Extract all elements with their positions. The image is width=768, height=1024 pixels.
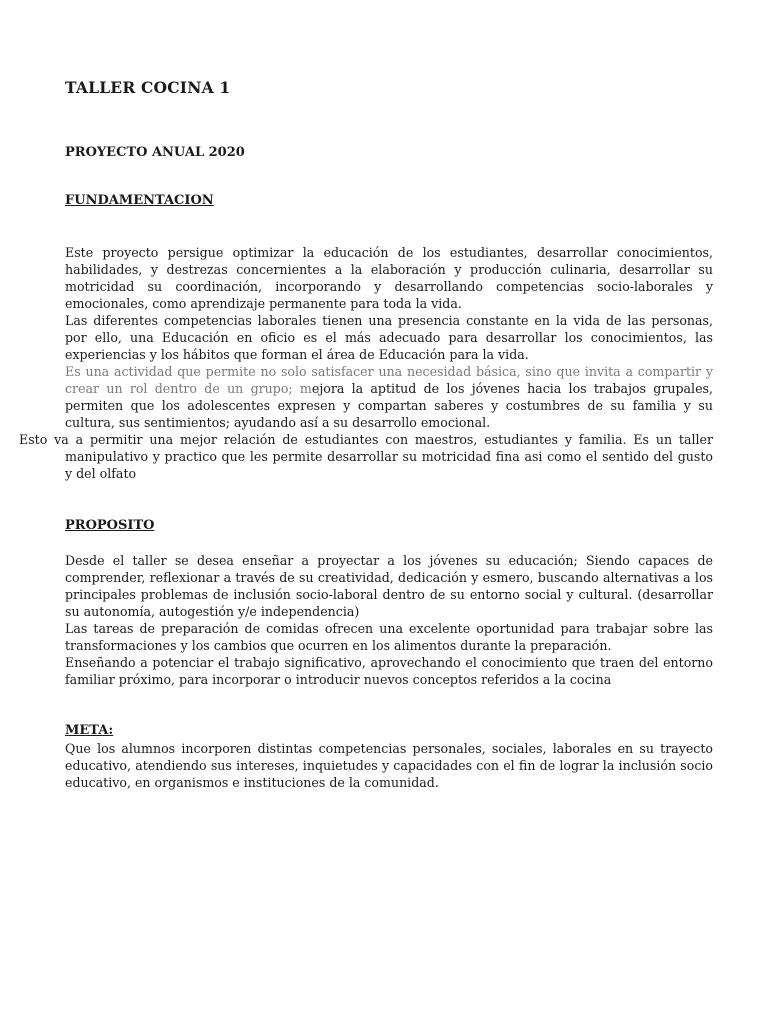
proposito-paragraph-3: Enseñando a potenciar el trabajo significativo, aprovechando el conocimiento que traen del entorno familiar próximo, para incorporar o introducir nuevos conceptos referidos a la cocina xyxy=(65,655,713,687)
fundamentacion-body xyxy=(19,244,713,482)
project-subtitle: PROYECTO ANUAL 2020 xyxy=(65,145,245,160)
section-heading-meta: META: xyxy=(65,723,114,738)
fundamentacion-paragraph-4: Esto va a permitir una mejor relación de estudiantes con maestros, estudiantes y familia. Es un taller manipulativo y practico que les permite desarrollar su motricidad fina asi como el sentido del gusto y del olfato xyxy=(19,432,713,481)
fundamentacion-paragraph-3-text: ejora la aptitud de los jóvenes hacia los trabajos grupales, permiten que los adolescentes expresen y compartan saberes y costumbres de su familia y su cultura, sus sentimientos; ayudando así a su desarrollo emocional. xyxy=(65,381,713,430)
fundamentacion-paragraph-2: Las diferentes competencias laborales tienen una presencia constante en la vida de las personas, por ello, una Educación en oficio es el más adecuado para desarrollar los conocimientos, las experiencias y los hábitos que forman el área de Educación para la vida. xyxy=(65,313,713,362)
fundamentacion-paragraph-3 xyxy=(65,363,713,431)
fundamentacion-paragraph-3-gray-text: Es una actividad que permite no solo satisfacer una necesidad básica, sino que invita a compartir y crear un rol dentro de un grupo; m xyxy=(65,364,713,396)
fundamentacion-paragraph-1: Este proyecto persigue optimizar la educación de los estudiantes, desarrollar conocimientos, habilidades, y destrezas concernientes a la elaboración y producción culinaria, desarrollar su motricidad su coordinación, incorporando y desarrollando competencias socio-laborales y emocionales, como aprendizaje permanente para toda la vida. xyxy=(65,245,713,311)
meta-paragraph-1: Que los alumnos incorporen distintas competencias personales, sociales, laborales en su trayecto educativo, atendiendo sus intereses, inquietudes y capacidades con el fin de lograr la inclusión socio educativo, en organismos e instituciones de la comunidad. xyxy=(65,741,713,790)
section-heading-proposito: PROPOSITO xyxy=(65,518,155,533)
proposito-body xyxy=(65,552,713,688)
proposito-paragraph-2: Las tareas de preparación de comidas ofrecen una excelente oportunidad para trabajar sobre las transformaciones y los cambios que ocurren en los alimentos durante la preparación. xyxy=(65,621,713,653)
proposito-paragraph-1: Desde el taller se desea enseñar a proyectar a los jóvenes su educación; Siendo capaces de comprender, reflexionar a través de su creatividad, dedicación y esmero, buscando alternativas a los principales problemas de inclusión socio-laboral dentro de su entorno social y cultural. (desarrollar su autonomía, autogestión y/e independencia) xyxy=(65,553,713,619)
section-heading-fundamentacion: FUNDAMENTACION xyxy=(65,193,214,208)
meta-body xyxy=(65,740,713,791)
document-title: TALLER COCINA 1 xyxy=(65,78,231,97)
